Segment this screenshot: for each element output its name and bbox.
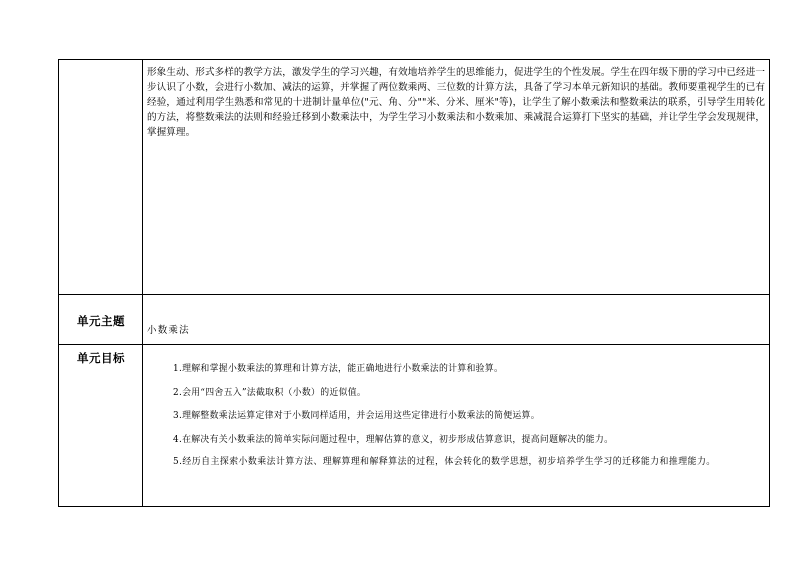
theme-label: 单元主题 (77, 314, 125, 328)
theme-value: 小数乘法 (147, 325, 190, 336)
goal-item-1: 1.理解和掌握小数乘法的算理和计算方法，能正确地进行小数乘法的计算和验算。 (173, 364, 504, 374)
goal-item-5: 5.经历自主探索小数乘法计算方法、理解算理和解释算法的过程，体会转化的数学思想，初步培养学生学习的迁移能力和推理能力。 (173, 457, 716, 467)
table-row-intro (59, 60, 769, 294)
goals-content-cell (143, 345, 769, 507)
goals-label: 单元目标 (77, 351, 125, 365)
goal-item-3: 3.理解整数乘法运算定律对于小数同样适用，并会运用这些定律进行小数乘法的简便运算。 (173, 411, 540, 421)
intro-label-cell (59, 60, 143, 294)
goal-item-4: 4.在解决有关小数乘法的简单实际问题过程中，理解估算的意义，初步形成估算意识，提高问题解决的能力。 (173, 434, 614, 445)
theme-content-cell (143, 295, 769, 344)
goal-item-2: 2.会用“四舍五入”法截取积（小数）的近似值。 (173, 387, 367, 398)
theme-label-cell (59, 295, 143, 344)
intro-paragraph: 形象生动、形式多样的教学方法，激发学生的学习兴趣，有效地培养学生的思维能力，促进学生的个性发展。学生在四年级下册的学习中已经进一步认识了小数，会进行小数加、减法的运算，并掌握了两位数乘两、三位数的计算方法，具备了学习本单元新知识的基础。教师要重视学生的已有经验，通过利用学生熟悉和常见的十进制计量单位("元、角、分""米、分米、厘米"等)，让学生了解小数乘法和整数乘法的联系，引导学生用转化的方法，将整数乘法的法则和经验迁移到小数乘法中，为学生学习小数乘法和小数乘加、乘减混合运算打下坚实的基础，并让学生学会发现规律，掌握算理。 (147, 67, 765, 138)
goals-label-cell (59, 345, 143, 507)
table-row-theme (59, 294, 769, 344)
intro-content-cell (143, 60, 769, 294)
table-row-goals (59, 344, 769, 507)
goals-list (147, 363, 767, 485)
unit-plan-table (58, 59, 770, 507)
